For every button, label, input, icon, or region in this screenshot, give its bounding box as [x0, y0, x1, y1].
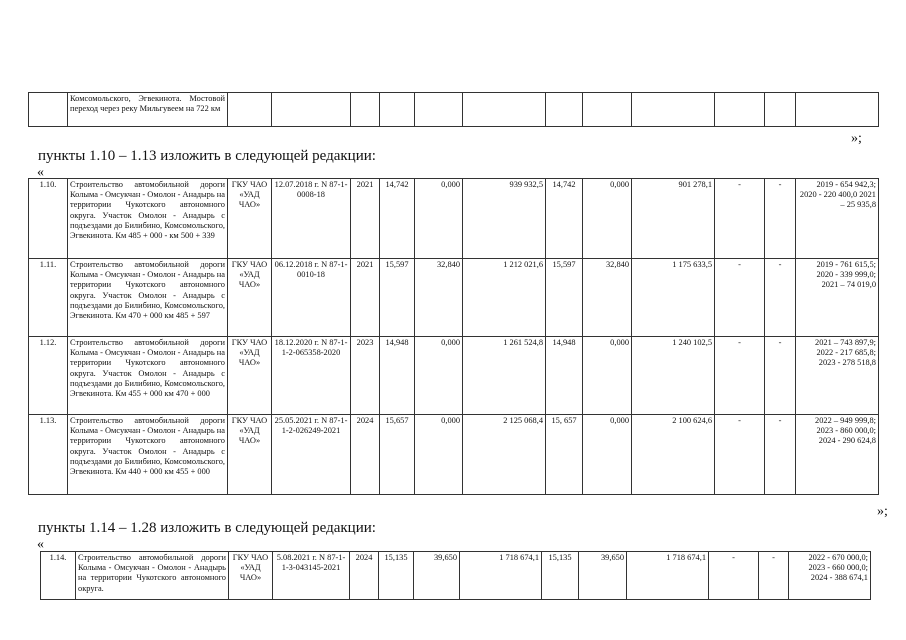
cell-value-1: 15,135 [379, 552, 414, 600]
cell-value-4: 14,948 [546, 337, 583, 415]
cell-dash-1: - [715, 179, 765, 259]
cell-value-3: 2 125 068,4 [463, 415, 546, 495]
cell-value-5: 0,000 [583, 179, 632, 259]
cell-num [29, 93, 68, 127]
cell-dash-1: - [709, 552, 759, 600]
cell-num: 1.14. [41, 552, 76, 600]
cell-year: 2024 [350, 552, 379, 600]
cell-financing: 2022 - 670 000,0; 2023 - 660 000,0; 2024 - 388 674,1 [789, 552, 871, 600]
cell-dash-2: - [759, 552, 789, 600]
cell-organization: ГКУ ЧАО «УАД ЧАО» [228, 259, 272, 337]
open-quote-1: « [37, 165, 44, 180]
cell-organization: ГКУ ЧАО «УАД ЧАО» [228, 179, 272, 259]
cell-num: 1.10. [29, 179, 68, 259]
cell-value-4: 15, 657 [546, 415, 583, 495]
cell-organization: ГКУ ЧАО «УАД ЧАО» [229, 552, 273, 600]
open-quote-2: « [37, 537, 44, 552]
cell-value-5: 0,000 [583, 415, 632, 495]
cell-value-5: 32,840 [583, 259, 632, 337]
cell-value-6: 2 100 624,6 [632, 415, 715, 495]
table-row [29, 179, 879, 259]
table-row [29, 93, 879, 127]
cell-value-5: 39,650 [579, 552, 627, 600]
cell-value-3: 1 212 021,6 [463, 259, 546, 337]
cell-num: 1.13. [29, 415, 68, 495]
main-table [28, 178, 879, 495]
cell-value-6: 1 718 674,1 [627, 552, 709, 600]
cell-year: 2024 [351, 415, 380, 495]
cell-financing: 2022 – 949 999,8; 2023 - 860 000,0; 2024 - 290 624,8 [796, 415, 879, 495]
cell-value-1: 15,597 [380, 259, 415, 337]
cell-object-name: Комсомольского, Эгвекинота. Мостовой переход через реку Мильгувеем на 722 км [68, 93, 228, 127]
cell-dash-2: - [765, 337, 796, 415]
cell-document: 25.05.2021 г. N 87-1-1-2-026249-2021 [272, 415, 351, 495]
cell-dash-2: - [765, 179, 796, 259]
cell-object-name: Строительство автомобильной дороги Колыма - Омсукчан - Омолон - Анадырь на территории Чукотского автономного округа. Участок Омолон - Анадырь с подъездами до Билибино, Комсомольского, Эгвекинота. Км 470 + 000 км 485 + 597 [68, 259, 228, 337]
closing-mark-2: »; [877, 504, 888, 519]
cell-value-6: 1 240 102,5 [632, 337, 715, 415]
cell-num: 1.11. [29, 259, 68, 337]
table-row [29, 415, 879, 495]
cell-value-1: 14,742 [380, 179, 415, 259]
cell-object-name: Строительство автомобильной дороги Колыма - Омсукчан - Омолон - Анадырь на территории Чукотского автономного округа. Участок Омолон - Анадырь с подъездами до Билибино, Комсомольского, Эгвекинота. Км 455 + 000 км 470 + 000 [68, 337, 228, 415]
cell-object-name: Строительство автомобильной дороги Колыма - Омсукчан - Омолон - Анадырь на территории Чукотского автономного округа. Участок Омолон - Анадырь с подъездами до Билибино, Комсомольского, Эгвекинота. Км 440 + 000 км 455 + 000 [68, 415, 228, 495]
cell-value-3: 939 932,5 [463, 179, 546, 259]
cell-financing: 2019 - 761 615,5; 2020 - 339 999,0; 2021 – 74 019,0 [796, 259, 879, 337]
cell-value-6: 901 278,1 [632, 179, 715, 259]
cell-num: 1.12. [29, 337, 68, 415]
cell-dash-1: - [715, 259, 765, 337]
cell-organization: ГКУ ЧАО «УАД ЧАО» [228, 415, 272, 495]
cell-dash-1: - [715, 337, 765, 415]
cell-value-3: 1 718 674,1 [460, 552, 542, 600]
cell-financing: 2019 - 654 942,3; 2020 - 220 400,0 2021 – 25 935,8 [796, 179, 879, 259]
second-table [40, 551, 871, 600]
cell-value-1: 14,948 [380, 337, 415, 415]
cell-value-4: 15,135 [542, 552, 579, 600]
cell-dash-2: - [765, 259, 796, 337]
cell-value-3: 1 261 524,8 [463, 337, 546, 415]
cell-object-name: Строительство автомобильной дороги Колыма - Омсукчан - Омолон - Анадырь на территории Чукотского автономного округа. Участок Омолон - Анадырь с подъездами до Билибино, Комсомольского, Эгвекинота. Км 485 + 000 - км 500 + 339 [68, 179, 228, 259]
cell-value-5: 0,000 [583, 337, 632, 415]
cell-value-4: 14,742 [546, 179, 583, 259]
cell-value-2: 0,000 [415, 337, 463, 415]
cell-dash-2: - [765, 415, 796, 495]
cell-value-2: 39,650 [414, 552, 460, 600]
cell-object-name: Строительство автомобильной дороги Колыма - Омсукчан - Омолон - Анадырь на территории Чукотского автономного округа. [76, 552, 229, 600]
closing-mark-1: »; [851, 131, 862, 146]
section-heading-1: пункты 1.10 – 1.13 изложить в следующей редакции: [38, 148, 376, 164]
cell-year: 2021 [351, 179, 380, 259]
cell-document: 18.12.2020 г. N 87-1-1-2-065358-2020 [272, 337, 351, 415]
cell-value-2: 0,000 [415, 179, 463, 259]
cell-year: 2023 [351, 337, 380, 415]
table-row [29, 259, 879, 337]
cell-year: 2021 [351, 259, 380, 337]
cell-value-1: 15,657 [380, 415, 415, 495]
cell-financing: 2021 – 743 897,9; 2022 - 217 685,8; 2023 - 278 518,8 [796, 337, 879, 415]
top-table-fragment [28, 92, 879, 127]
cell-organization: ГКУ ЧАО «УАД ЧАО» [228, 337, 272, 415]
cell-value-4: 15,597 [546, 259, 583, 337]
cell-document: 12.07.2018 г. N 87-1-0008-18 [272, 179, 351, 259]
table-row [29, 337, 879, 415]
cell-value-2: 32,840 [415, 259, 463, 337]
cell-value-6: 1 175 633,5 [632, 259, 715, 337]
cell-value-2: 0,000 [415, 415, 463, 495]
cell-document: 5.08.2021 г. N 87-1-1-3-043145-2021 [273, 552, 350, 600]
cell-dash-1: - [715, 415, 765, 495]
table-row [41, 552, 871, 600]
cell-document: 06.12.2018 г. N 87-1-0010-18 [272, 259, 351, 337]
section-heading-2: пункты 1.14 – 1.28 изложить в следующей редакции: [38, 520, 376, 536]
